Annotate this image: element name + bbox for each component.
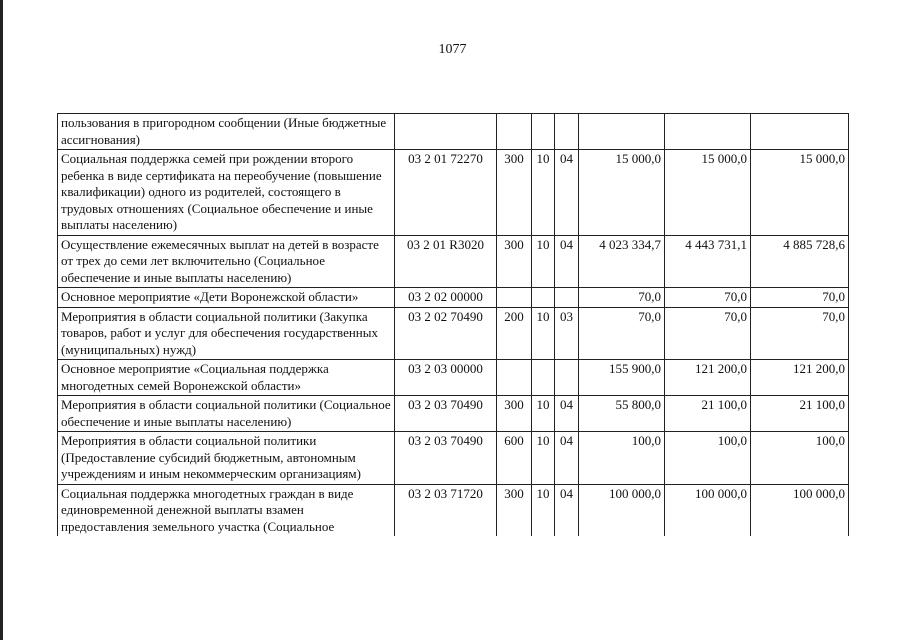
table-row <box>58 432 849 485</box>
amount-year-2: 15 000,0 <box>665 150 751 236</box>
program-code: 03 2 03 71720 <box>395 484 497 536</box>
expense-type: 200 <box>497 307 532 360</box>
amount-year-3: 121 200,0 <box>751 360 849 396</box>
amount-year-1: 70,0 <box>579 307 665 360</box>
amount-year-3: 70,0 <box>751 307 849 360</box>
program-code: 03 2 03 70490 <box>395 396 497 432</box>
amount-year-2: 121 200,0 <box>665 360 751 396</box>
table-row <box>58 114 849 150</box>
subsection: 04 <box>555 235 579 288</box>
row-name: Основное мероприятие «Дети Воронежской области» <box>58 288 395 308</box>
amount-year-1: 55 800,0 <box>579 396 665 432</box>
page-number: 1077 <box>438 42 467 57</box>
amount-year-2: 4 443 731,1 <box>665 235 751 288</box>
row-name: Социальная поддержка многодетных граждан в виде единовременной денежной выплаты взамен предоставления земельного участка (Социальное <box>58 484 395 536</box>
section: 10 <box>532 235 555 288</box>
amount-year-1 <box>579 114 665 150</box>
expense-type <box>497 114 532 150</box>
program-code: 03 2 01 72270 <box>395 150 497 236</box>
amount-year-1: 100,0 <box>579 432 665 485</box>
table-row <box>58 150 849 236</box>
amount-year-3: 21 100,0 <box>751 396 849 432</box>
expense-type: 300 <box>497 235 532 288</box>
table-row <box>58 307 849 360</box>
section: 10 <box>532 150 555 236</box>
section <box>532 288 555 308</box>
program-code: 03 2 02 00000 <box>395 288 497 308</box>
expense-type: 300 <box>497 150 532 236</box>
row-name: Осуществление ежемесячных выплат на детей в возрасте от трех до семи лет включительно (Социальное обеспечение и иные выплаты населению) <box>58 235 395 288</box>
subsection: 04 <box>555 432 579 485</box>
amount-year-3: 100,0 <box>751 432 849 485</box>
subsection: 04 <box>555 484 579 536</box>
amount-year-3: 70,0 <box>751 288 849 308</box>
amount-year-3: 15 000,0 <box>751 150 849 236</box>
section: 10 <box>532 484 555 536</box>
subsection <box>555 360 579 396</box>
program-code: 03 2 01 R3020 <box>395 235 497 288</box>
table-row <box>58 396 849 432</box>
section: 10 <box>532 396 555 432</box>
table-row <box>58 360 849 396</box>
expense-type: 300 <box>497 396 532 432</box>
program-code <box>395 114 497 150</box>
amount-year-2: 100 000,0 <box>665 484 751 536</box>
row-name: Мероприятия в области социальной политики (Закупка товаров, работ и услуг для обеспечения государственных (муниципальных) нужд) <box>58 307 395 360</box>
amount-year-2: 70,0 <box>665 307 751 360</box>
amount-year-1: 15 000,0 <box>579 150 665 236</box>
expense-type: 300 <box>497 484 532 536</box>
expense-type: 600 <box>497 432 532 485</box>
table-row <box>58 484 849 536</box>
row-name: Мероприятия в области социальной политики (Социальное обеспечение и иные выплаты населению) <box>58 396 395 432</box>
subsection <box>555 288 579 308</box>
amount-year-2 <box>665 114 751 150</box>
program-code: 03 2 03 70490 <box>395 432 497 485</box>
amount-year-2: 70,0 <box>665 288 751 308</box>
budget-table <box>57 113 849 536</box>
table-row <box>58 288 849 308</box>
amount-year-1: 155 900,0 <box>579 360 665 396</box>
amount-year-1: 4 023 334,7 <box>579 235 665 288</box>
row-name: Мероприятия в области социальной политики (Предоставление субсидий бюджетным, автономным учреждениям и иным некоммерческим организациям) <box>58 432 395 485</box>
scan-page-edge <box>0 0 3 640</box>
section: 10 <box>532 307 555 360</box>
amount-year-2: 100,0 <box>665 432 751 485</box>
table-row <box>58 235 849 288</box>
expense-type <box>497 360 532 396</box>
section <box>532 360 555 396</box>
subsection: 04 <box>555 150 579 236</box>
amount-year-3: 4 885 728,6 <box>751 235 849 288</box>
section <box>532 114 555 150</box>
row-name: пользования в пригородном сообщении (Иные бюджетные ассигнования) <box>58 114 395 150</box>
row-name: Социальная поддержка семей при рождении второго ребенка в виде сертификата на переобучение (повышение квалификации) одного из родителей, состоящего в трудовых отношениях (Социальное обеспечение и иные выплаты населению) <box>58 150 395 236</box>
amount-year-1: 70,0 <box>579 288 665 308</box>
subsection <box>555 114 579 150</box>
amount-year-3 <box>751 114 849 150</box>
expense-type <box>497 288 532 308</box>
amount-year-1: 100 000,0 <box>579 484 665 536</box>
row-name: Основное мероприятие «Социальная поддержка многодетных семей Воронежской области» <box>58 360 395 396</box>
program-code: 03 2 03 00000 <box>395 360 497 396</box>
amount-year-3: 100 000,0 <box>751 484 849 536</box>
section: 10 <box>532 432 555 485</box>
subsection: 03 <box>555 307 579 360</box>
subsection: 04 <box>555 396 579 432</box>
amount-year-2: 21 100,0 <box>665 396 751 432</box>
program-code: 03 2 02 70490 <box>395 307 497 360</box>
